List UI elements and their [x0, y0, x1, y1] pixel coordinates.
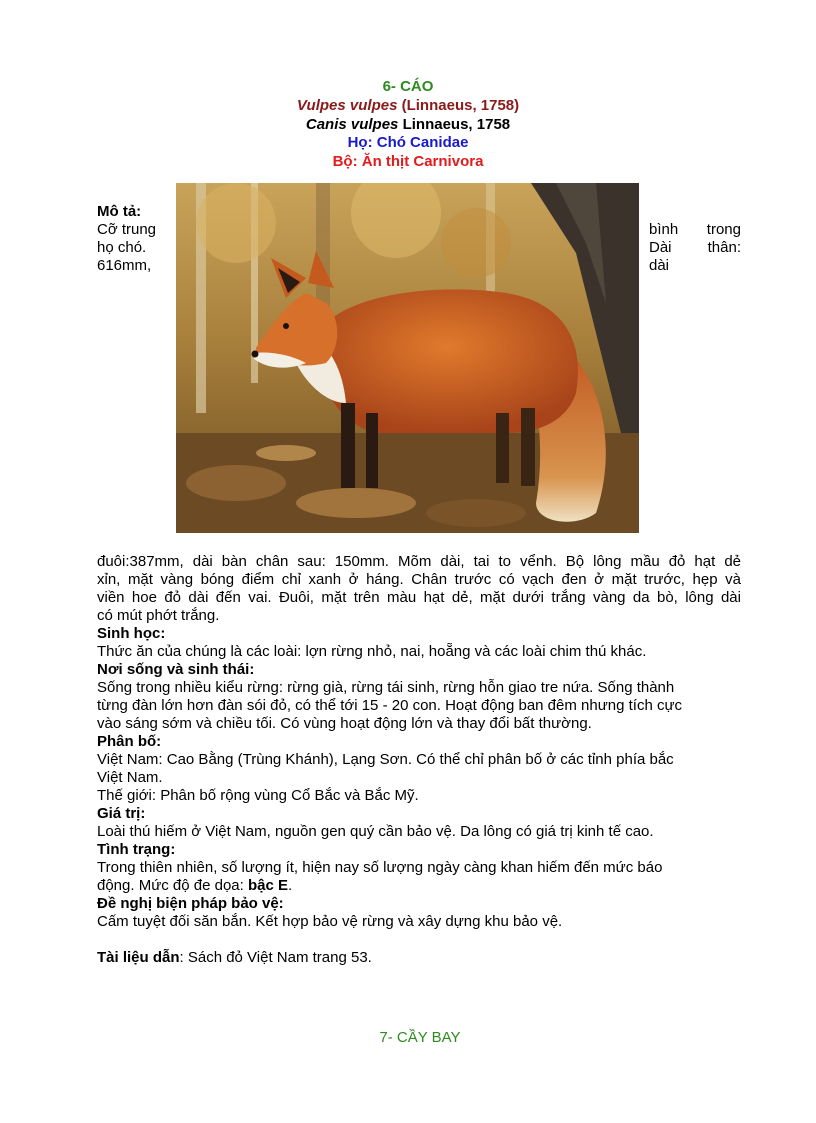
synonym-author: Linnaeus, 1758: [398, 116, 511, 133]
distribution-line: Việt Nam.: [97, 769, 163, 786]
status-line: [97, 877, 741, 895]
left-line: 616mm,: [97, 257, 152, 274]
synonym-italic: Canis vulpes: [305, 116, 399, 133]
description-label: Mô tả:: [97, 203, 142, 220]
habitat-line: vào sáng sớm và chiều tối. Có vùng hoạt động lớn và thay đổi bất thường.: [97, 715, 592, 732]
left-line: họ chó.: [97, 239, 147, 256]
left-line: Cỡ trung: [97, 221, 157, 238]
description-line: đuôi:387mm, dài bàn chân sau: 150mm. Mõm dài, tai to vểnh. Bộ lông mầu đỏ hạt dẻ: [97, 553, 741, 570]
distribution-label: Phân bố:: [97, 733, 162, 750]
status-prefix: động. Mức độ đe dọa:: [97, 877, 248, 894]
distribution-line: Việt Nam: Cao Bằng (Trùng Khánh), Lạng Sơn. Có thể chỉ phân bố ở các tỉnh phía bắc: [97, 751, 674, 768]
family-line: Họ: Chó Canidae: [347, 134, 469, 151]
reference-line: [97, 949, 741, 967]
right-line: Dài thân:: [649, 239, 741, 256]
biology-label: Sinh học:: [97, 625, 166, 642]
scientific-name-italic: Vulpes vulpes: [296, 97, 398, 114]
description-right-column: [649, 221, 741, 275]
status-suffix: .: [288, 877, 293, 894]
red-fox-photo: [176, 183, 639, 533]
description-left-column: [97, 221, 172, 275]
value-label: Giá trị:: [97, 805, 146, 822]
status-line: Trong thiên nhiên, số lượng ít, hiện nay số lượng ngày càng khan hiếm đến mức báo: [97, 859, 663, 876]
description-line: viền hoe đỏ dài đến vai. Đuôi, mặt trên màu hạt dẻ, mặt dưới trắng vàng da bò, lông dài: [97, 589, 741, 606]
habitat-line: từng đàn lớn hơn đàn sói đỏ, có thể tới 15 - 20 con. Hoạt động ban đêm nhưng tích cực: [97, 697, 682, 714]
protection-text: Cấm tuyệt đối săn bắn. Kết hợp bảo vệ rừng và xây dựng khu bảo vệ.: [97, 913, 563, 930]
value-text: Loài thú hiếm ở Việt Nam, nguồn gen quý cần bảo vệ. Da lông có giá trị kinh tế cao.: [97, 823, 654, 840]
status-label: Tình trạng:: [97, 841, 176, 858]
protection-label: Đề nghị biện pháp bảo vệ:: [97, 895, 284, 912]
right-line: dài: [649, 257, 670, 274]
habitat-line: Sống trong nhiều kiểu rừng: rừng già, rừng tái sinh, rừng hỗn giao tre nứa. Sống thành: [97, 679, 675, 696]
scientific-name-synonym: [0, 115, 816, 134]
habitat-label: Nơi sống và sinh thái:: [97, 661, 255, 678]
reference-label: Tài liệu dẫn: [97, 949, 180, 966]
description-body: [97, 553, 741, 967]
order-line: Bộ: Ăn thịt Carnivora: [332, 153, 484, 170]
description-line: xỉn, mặt vàng bóng điểm chỉ xanh ở háng. Chân trước có vạch đen ở mặt trước, hẹp và: [97, 571, 741, 588]
threat-level: bậc E: [247, 877, 289, 894]
right-line: bình trong: [649, 221, 741, 238]
reference-text: : Sách đỏ Việt Nam trang 53.: [179, 949, 372, 966]
description-line: có mút phớt trắng.: [97, 607, 220, 624]
biology-text: Thức ăn của chúng là các loài: lợn rừng nhỏ, nai, hoẵng và các loài chim thú khác.: [97, 643, 647, 660]
scientific-author: (Linnaeus, 1758): [397, 97, 520, 114]
species-number-title: 6- CÁO: [382, 78, 434, 95]
scientific-name-primary: [0, 96, 816, 115]
distribution-line: Thế giới: Phân bố rộng vùng Cổ Bắc và Bắc Mỹ.: [97, 787, 419, 804]
next-species-title: 7- CẦY BAY: [379, 1029, 461, 1046]
